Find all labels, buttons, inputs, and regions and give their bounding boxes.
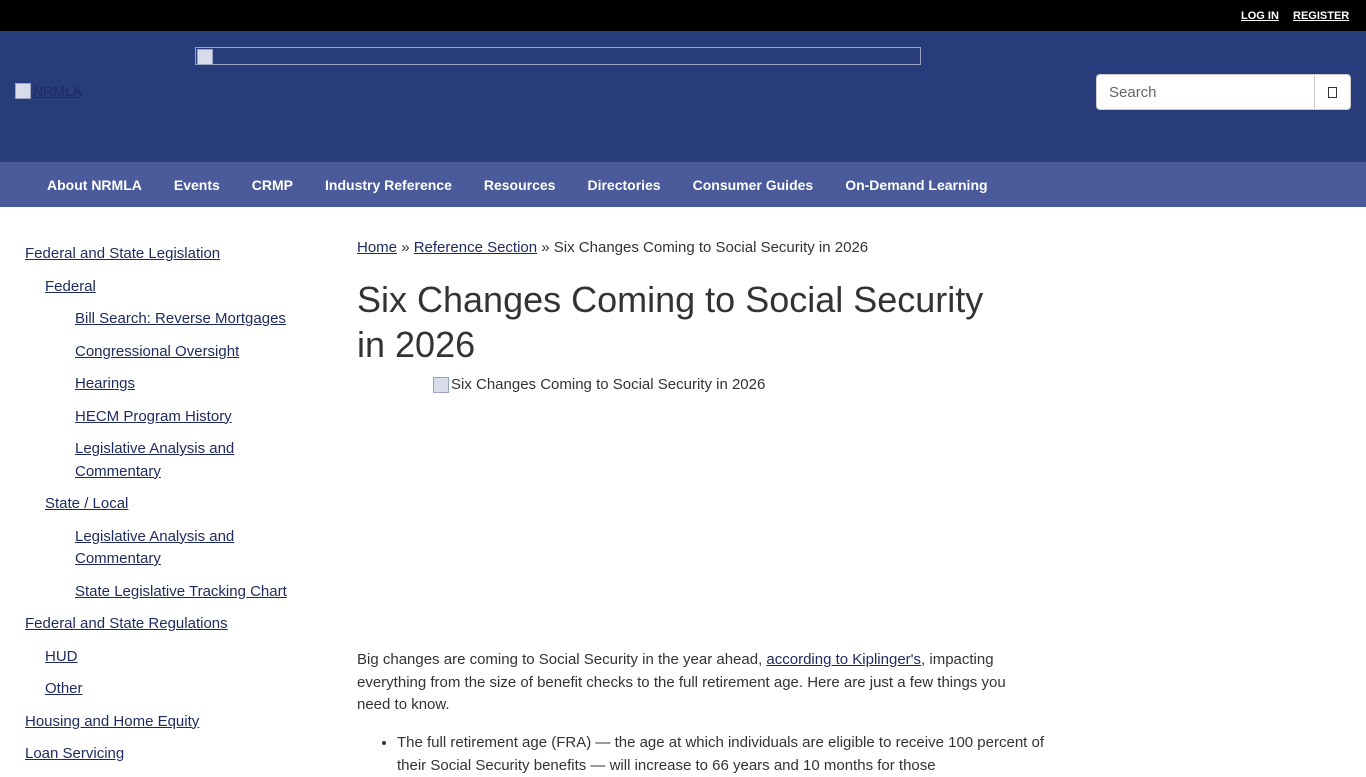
sidebar-item xyxy=(25,678,315,701)
login-link[interactable]: LOG IN xyxy=(1241,10,1279,22)
sidebar-item xyxy=(25,711,315,734)
top-utility-bar xyxy=(0,0,1366,31)
article-bullets xyxy=(357,732,1057,777)
article-image xyxy=(433,376,765,394)
breadcrumb xyxy=(357,237,1017,259)
breadcrumb-section-link[interactable]: Reference Section xyxy=(413,239,538,256)
nav-item-resources[interactable]: Resources xyxy=(483,176,556,193)
kiplinger-link[interactable]: according to Kiplinger's xyxy=(766,651,922,668)
site-header xyxy=(0,31,1366,162)
sidebar-link[interactable]: Bill Search: Reverse Mortgages xyxy=(75,310,286,327)
sidebar-nav xyxy=(25,243,315,776)
page-title: Six Changes Coming to Social Security in 2026 xyxy=(357,279,984,365)
main-nav xyxy=(0,162,1366,207)
intro-text: , impacting everything from the size of benefit checks to the full retirement age. Here are just a few things you need to know. xyxy=(357,651,1006,713)
sidebar-link[interactable]: Other xyxy=(45,680,83,697)
broken-image-icon xyxy=(197,49,213,65)
sidebar-item xyxy=(25,646,315,669)
sidebar-item xyxy=(25,243,315,266)
sidebar-link[interactable]: Loan Servicing xyxy=(25,745,125,762)
search-input[interactable] xyxy=(1096,74,1314,110)
header-banner-image[interactable] xyxy=(195,47,921,65)
sidebar-link[interactable]: Federal and State Legislation xyxy=(25,245,221,262)
sidebar-item xyxy=(25,276,315,299)
list-item: • The full retirement age (FRA) — the age at which individuals are eligible to receive 100 percent of their Social Security benefits — will increase to 66 years and 10 months for those xyxy=(397,732,1057,777)
sidebar-link[interactable]: Housing and Home Equity xyxy=(25,712,200,730)
article-intro xyxy=(357,649,1017,717)
nav-item-on-demand-learning[interactable]: On-Demand Learning xyxy=(845,176,988,193)
nav-item-industry-reference[interactable]: Industry Reference xyxy=(325,176,452,193)
sidebar-item xyxy=(25,743,315,766)
search-button[interactable] xyxy=(1314,74,1351,110)
logo-alt-text: NRMLA xyxy=(33,83,83,99)
nrmla-logo[interactable] xyxy=(15,83,82,99)
sidebar-item xyxy=(25,613,315,636)
sidebar-link[interactable]: Congressional Oversight xyxy=(75,342,240,360)
sidebar-item xyxy=(25,581,315,604)
search-form xyxy=(1096,74,1351,110)
sidebar-item xyxy=(25,406,315,429)
broken-image-icon xyxy=(15,83,31,99)
breadcrumb-separator: » xyxy=(401,239,410,256)
sidebar-link[interactable]: HECM Program History xyxy=(75,407,232,425)
sidebar-item xyxy=(25,438,315,483)
nav-item-crmp[interactable]: CRMP xyxy=(251,176,294,193)
article-image-alt: Six Changes Coming to Social Security in 2026 xyxy=(451,376,766,393)
sidebar-item xyxy=(25,526,315,571)
intro-text: Big changes are coming to Social Security in the year ahead, xyxy=(357,651,767,668)
sidebar-link[interactable]: Legislative Analysis and Commentary xyxy=(75,527,235,567)
sidebar-item xyxy=(25,308,315,331)
breadcrumb-home-link[interactable]: Home xyxy=(357,239,398,256)
breadcrumb-separator: » xyxy=(541,239,550,256)
breadcrumb-current: Six Changes Coming to Social Security in 2026 xyxy=(553,239,869,256)
sidebar-link[interactable]: State Legislative Tracking Chart xyxy=(75,582,287,600)
broken-image-icon xyxy=(433,377,449,393)
sidebar-link[interactable]: State / Local xyxy=(45,495,129,512)
sidebar-item xyxy=(25,493,315,516)
nav-item-consumer-guides[interactable]: Consumer Guides xyxy=(692,176,814,193)
nav-item-events[interactable]: Events xyxy=(173,176,220,193)
sidebar-link[interactable]: Legislative Analysis and Commentary xyxy=(75,440,235,480)
sidebar-link[interactable]: Federal and State Regulations xyxy=(25,615,228,632)
sidebar-link[interactable]: HUD xyxy=(45,647,78,665)
sidebar-item xyxy=(25,341,315,364)
nav-item-about[interactable]: About NRMLA xyxy=(47,176,142,193)
search-icon xyxy=(1328,87,1337,98)
register-link[interactable]: REGISTER xyxy=(1293,10,1350,22)
nav-item-directories[interactable]: Directories xyxy=(587,176,661,193)
sidebar-link[interactable]: Hearings xyxy=(75,375,136,392)
main-content xyxy=(357,237,1044,774)
sidebar-link[interactable]: Federal xyxy=(45,277,96,295)
sidebar-item xyxy=(25,373,315,396)
